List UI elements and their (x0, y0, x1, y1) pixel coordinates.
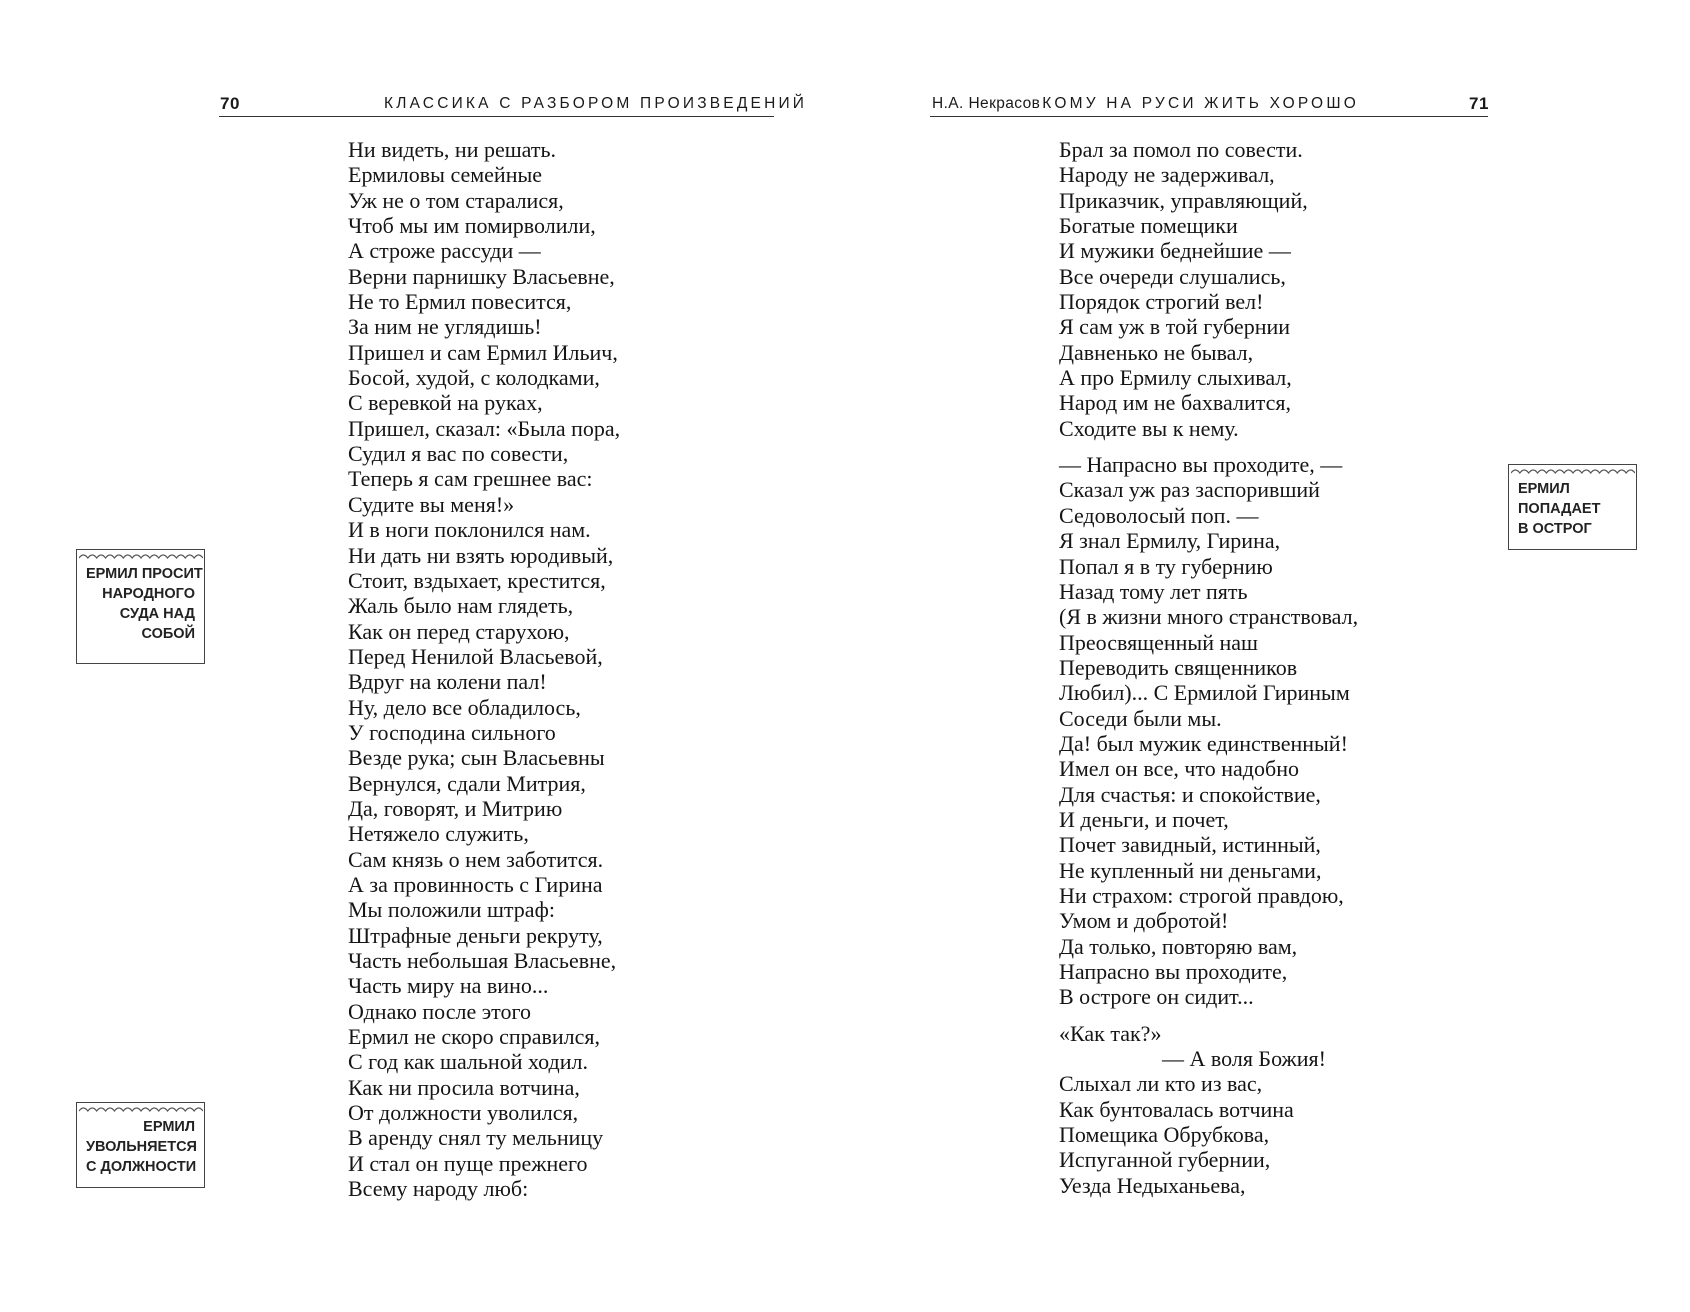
verse-stanza-2 (1059, 452, 1358, 1010)
margin-note-ermil-goes-to-prison (1508, 464, 1637, 550)
verse-line: Мы положили штраф: (348, 897, 555, 923)
verse-line: Сказал уж раз заспоривший (1059, 477, 1320, 503)
verse-line: Все очереди слушались, (1059, 263, 1286, 289)
right-header-rule (930, 116, 1488, 117)
verse-line: Слыхал ли кто из вас, (1059, 1071, 1263, 1097)
verse-line: Однако после этого (348, 998, 531, 1024)
verse-line: Ермиловы семейные (348, 162, 543, 188)
verse-line: С год как шальной ходил. (348, 1049, 588, 1075)
verse-line: Имел он все, что надобно (1059, 756, 1299, 782)
note-text-line: ПОПАДАЕТ (1518, 501, 1601, 517)
verse-line: Умом и добротой! (1059, 908, 1229, 934)
verse-line: И в ноги поклонился нам. (348, 517, 591, 543)
margin-note-ermil-resigns (76, 1102, 205, 1188)
verse-line: В аренду снял ту мельницу (348, 1125, 604, 1151)
verse-line: Да только, повторяю вам, (1059, 933, 1298, 959)
left-header-rule (219, 116, 774, 117)
verse-line: (Я в жизни много странствовал, (1059, 604, 1359, 630)
verse-line: Жаль было нам глядеть, (348, 593, 574, 619)
verse-line: «Как так?» (1059, 1020, 1162, 1046)
verse-line: И стал он пуще прежнего (348, 1150, 588, 1176)
verse-line: Ермил не скоро справился, (348, 1024, 600, 1050)
left-running-head: КЛАССИКА С РАЗБОРОМ ПРОИЗВЕДЕНИЙ (384, 95, 808, 112)
verse-line: Преосвященный наш (1059, 629, 1258, 655)
note-text-line: ЕРМИЛ ПРОСИТ (86, 566, 203, 582)
stanza-gap (1059, 1010, 1358, 1021)
verse-line: Седоволосый поп. — (1059, 502, 1259, 528)
verse-line: И деньги, и почет, (1059, 806, 1229, 832)
verse-line: Ни дать ни взять юродивый, (348, 542, 614, 568)
verse-line: Богатые помещики (1059, 213, 1238, 239)
verse-line: Приказчик, управляющий, (1059, 187, 1308, 213)
verse-line: Верни парнишку Власьевне, (348, 263, 615, 289)
verse-line: Испуганной губернии, (1059, 1147, 1271, 1173)
margin-note-ermil-asks-judgment (76, 549, 205, 664)
verse-line: Не купленный ни деньгами, (1059, 857, 1322, 883)
note-text-line: УВОЛЬНЯЕТСЯ (86, 1139, 197, 1155)
verse-line: Помещика Обрубкова, (1059, 1122, 1270, 1148)
verse-line: Для счастья: и спокойствие, (1059, 781, 1321, 807)
verse-line: Пришел и сам Ермил Ильич, (348, 339, 618, 365)
verse-line: Судил я вас по совести, (348, 441, 569, 467)
verse-line: Пришел, сказал: «Была пора, (348, 415, 621, 441)
verse-line: А про Ермилу слыхивал, (1059, 365, 1292, 391)
note-text-line: ЕРМИЛ (1518, 481, 1570, 497)
right-running-head (932, 95, 1359, 113)
verse-line: У господина сильного (348, 719, 556, 745)
verse-line: А строже рассуди — (348, 238, 541, 264)
right-page-verse (1059, 137, 1358, 1198)
verse-line: И мужики беднейшие — (1059, 238, 1291, 264)
verse-line: Теперь я сам грешнее вас: (348, 466, 593, 492)
verse-line: Народ им не бахвалится, (1059, 390, 1291, 416)
verse-line: Судите вы меня!» (348, 491, 515, 517)
verse-line: Чтоб мы им помирволили, (348, 213, 596, 239)
note-text-line: СОБОЙ (141, 626, 195, 642)
verse-line: Порядок строгий вел! (1059, 289, 1264, 315)
note-text-line: С ДОЛЖНОСТИ (86, 1159, 197, 1175)
verse-line: Я сам уж в той губернии (1059, 314, 1291, 340)
verse-line: Брал за помол по совести. (1059, 137, 1303, 162)
verse-line: Да, говорят, и Митрию (348, 795, 563, 821)
verse-line: Народу не задерживал, (1059, 162, 1275, 188)
right-running-head-title: КОМУ НА РУСИ ЖИТЬ ХОРОШО (1042, 95, 1359, 112)
verse-line: Босой, худой, с колодками, (348, 365, 600, 391)
verse-line: Ни видеть, ни решать. (348, 137, 557, 162)
note-text-line: НАРОДНОГО (102, 586, 195, 602)
left-page-number: 70 (220, 94, 240, 113)
verse-line: — А воля Божия! (1162, 1046, 1326, 1072)
verse-line: Всему народу люб: (348, 1176, 529, 1202)
verse-line: Не то Ермил повесится, (348, 289, 572, 315)
verse-line: Перед Ненилой Власьевой, (348, 643, 603, 669)
verse-line: Любил)... С Ермилой Гириным (1059, 680, 1350, 706)
verse-line: В остроге он сидит... (1059, 984, 1254, 1010)
left-page-verse (348, 137, 620, 1201)
note-text-line: ЕРМИЛ (143, 1119, 195, 1135)
verse-line: Я знал Ермилу, Гирина, (1059, 528, 1281, 554)
verse-line: От должности уволился, (348, 1100, 579, 1126)
verse-line: Назад тому лет пять (1059, 578, 1248, 604)
note-text-line: В ОСТРОГ (1518, 521, 1592, 537)
verse-line: Попал я в ту губернию (1059, 553, 1273, 579)
verse-line: Как он перед старухою, (348, 618, 570, 644)
verse-line: Соседи были мы. (1059, 705, 1222, 731)
verse-line: Почет завидный, истинный, (1059, 832, 1321, 858)
note-scallop-border (79, 1105, 203, 1114)
right-running-head-author: Н.А. Некрасов (932, 95, 1041, 112)
verse-line: — Напрасно вы проходите, — (1059, 452, 1343, 478)
verse-line: За ним не углядишь! (348, 314, 542, 340)
verse-line: Уезда Недыханьева, (1059, 1172, 1246, 1198)
verse-line: Вернулся, сдали Митрия, (348, 770, 586, 796)
verse-line: Часть миру на вино... (348, 973, 549, 999)
verse-line: Сам князь о нем заботится. (348, 846, 604, 872)
verse-line: Вдруг на колени пал! (348, 669, 547, 695)
note-scallop-border (79, 552, 203, 561)
verse-line: Как бунтовалась вотчина (1059, 1096, 1294, 1122)
verse-line: Нетяжело служить, (348, 821, 529, 847)
verse-line: Штрафные деньги рекруту, (348, 922, 603, 948)
verse-stanza-1 (1059, 137, 1358, 441)
right-page-number: 71 (1469, 94, 1489, 113)
verse-line: Давненько не бывал, (1059, 339, 1254, 365)
verse-line: Уж не о том старалися, (348, 187, 564, 213)
verse-line: С веревкой на руках, (348, 390, 543, 416)
verse-line: Сходите вы к нему. (1059, 415, 1239, 441)
verse-stanza-3 (1059, 1021, 1358, 1198)
verse-line: Да! был мужик единственный! (1059, 730, 1348, 756)
verse-line: Как ни просила вотчина, (348, 1074, 580, 1100)
verse-line: Везде рука; сын Власьевны (348, 745, 605, 771)
stanza-gap (1059, 441, 1358, 452)
note-scallop-border (1511, 467, 1635, 476)
verse-line: Ни страхом: строгой правдою, (1059, 882, 1344, 908)
verse-line: А за провинность с Гирина (348, 871, 603, 897)
verse-line: Ну, дело все обладилось, (348, 694, 581, 720)
verse-line: Часть небольшая Власьевне, (348, 948, 617, 973)
note-text-line: СУДА НАД (119, 606, 195, 622)
verse-line: Напрасно вы проходите, (1059, 959, 1288, 984)
verse-line: Стоит, вздыхает, крестится, (348, 567, 606, 593)
verse-line: Переводить священников (1059, 654, 1298, 680)
